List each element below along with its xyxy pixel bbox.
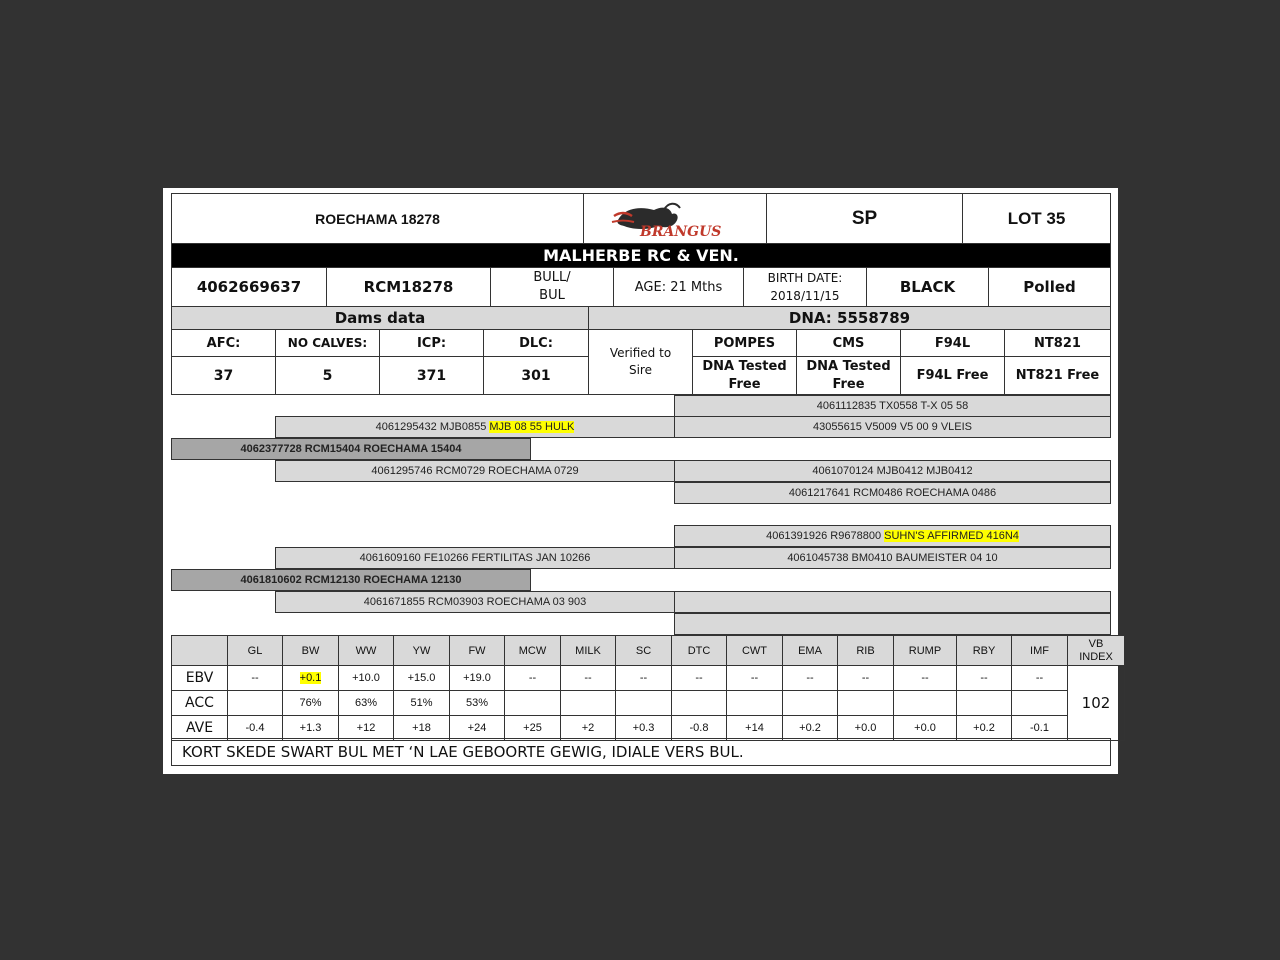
pompes-label: POMPES — [692, 329, 797, 357]
birth-date-value: 2018/11/15 — [770, 289, 840, 303]
pedigree-sire: 4062377728 RCM15404 ROECHAMA 15404 — [171, 438, 531, 460]
cms-result-line2: Free — [832, 376, 865, 392]
ebv-cell-acc-imf — [1011, 690, 1068, 716]
ebv-cell-acc-ww: 63% — [338, 690, 394, 716]
ebv-col-sc: SC — [615, 635, 672, 666]
sex-line2: BUL — [539, 288, 565, 303]
cms-label: CMS — [796, 329, 901, 357]
f94l-label: F94L — [900, 329, 1005, 357]
ebv-col-bw: BW — [282, 635, 339, 666]
pedigree-sire-sire — [275, 416, 675, 438]
pedigree-dam-dam-sire — [674, 591, 1111, 613]
dna-title: DNA: 5558789 — [588, 306, 1111, 330]
comment: KORT SKEDE SWART BUL MET ‘N LAE GEBOORTE GEWIG, IDIALE VERS BUL. — [171, 738, 1111, 766]
birth-date-label: BIRTH DATE: — [767, 271, 843, 285]
pedigree-dam-dam: 4061671855 RCM03903 ROECHAMA 03 903 — [275, 591, 675, 613]
pedigree-dam: 4061810602 RCM12130 ROECHAMA 12130 — [171, 569, 531, 591]
pedigree-sire-dam-sire: 4061070124 MJB0412 MJB0412 — [674, 460, 1111, 482]
ebv-cell-ebv-yw: +15.0 — [393, 665, 450, 691]
pedigree-dam-sire: 4061609160 FE10266 FERTILITAS JAN 10266 — [275, 547, 675, 569]
ebv-cell-ebv-gl: -- — [227, 665, 283, 691]
ebv-corner — [171, 635, 228, 666]
ebv-cell-acc-rib — [837, 690, 894, 716]
ebv-col-rib: RIB — [837, 635, 894, 666]
ebv-cell-ebv-bw — [282, 665, 339, 691]
birth-date — [743, 267, 867, 307]
pompes-result-line1: DNA Tested — [702, 358, 787, 374]
pedigree-sire-dam: 4061295746 RCM0729 ROECHAMA 0729 — [275, 460, 675, 482]
sire-sire-prefix: 4061295432 MJB0855 — [375, 421, 487, 433]
ebv-cell-ave-rib: +0.0 — [837, 715, 894, 741]
ebv-table — [171, 635, 1111, 739]
ebv-cell-ave-sc: +0.3 — [615, 715, 672, 741]
dlc-value: 301 — [483, 356, 589, 395]
ebv-cell-acc-cwt — [726, 690, 783, 716]
ebv-cell-acc-gl — [227, 690, 283, 716]
ebv-cell-ebv-mcw: -- — [504, 665, 561, 691]
ebv-col-fw: FW — [449, 635, 505, 666]
f94l-result: F94L Free — [900, 356, 1005, 395]
ebv-row-label-ave: AVE — [171, 715, 228, 741]
ebv-col-imf: IMF — [1011, 635, 1068, 666]
breed-code: SP — [766, 193, 963, 244]
pompes-result-line2: Free — [728, 376, 761, 392]
ebv-cell-ebv-rib: -- — [837, 665, 894, 691]
pedigree-dam-dam-dam — [674, 613, 1111, 635]
dlc-label: DLC: — [483, 329, 589, 357]
nt821-label: NT821 — [1004, 329, 1111, 357]
ebv-cell-ave-rby: +0.2 — [956, 715, 1012, 741]
icp-label: ICP: — [379, 329, 484, 357]
lot-number: LOT 35 — [962, 193, 1111, 244]
dam-sire-sire-highlight: SUHN'S AFFIRMED 416N4 — [884, 530, 1019, 542]
nt821-result: NT821 Free — [1004, 356, 1111, 395]
ebv-cell-ebv-milk: -- — [560, 665, 616, 691]
ebv-cell-acc-milk — [560, 690, 616, 716]
ebv-cell-ave-gl: -0.4 — [227, 715, 283, 741]
svg-text:BRANGUS: BRANGUS — [640, 223, 722, 240]
pedigree-sire-sire-dam: 43055615 V5009 V5 00 9 VLEIS — [674, 416, 1111, 438]
sex-line1: BULL/ — [533, 270, 571, 285]
registration-number: 4062669637 — [171, 267, 327, 307]
ebv-cell-acc-dtc — [671, 690, 727, 716]
ebv-cell-ave-yw: +18 — [393, 715, 450, 741]
no-calves-label: NO CALVES: — [275, 329, 380, 357]
icp-value: 371 — [379, 356, 484, 395]
pedigree-dam-sire-dam: 4061045738 BM0410 BAUMEISTER 04 10 — [674, 547, 1111, 569]
ebv-cell-ebv-ww: +10.0 — [338, 665, 394, 691]
ebv-cell-ave-ema: +0.2 — [782, 715, 838, 741]
sire-sire-highlight: MJB 08 55 HULK — [489, 421, 575, 433]
pompes-result — [692, 356, 797, 395]
vb-index-header — [1067, 635, 1125, 666]
ebv-cell-ave-fw: +24 — [449, 715, 505, 741]
ebv-cell-ebv-sc: -- — [615, 665, 672, 691]
ebv-col-gl: GL — [227, 635, 283, 666]
herd-id: RCM18278 — [326, 267, 491, 307]
ebv-cell-ave-imf: -0.1 — [1011, 715, 1068, 741]
ebv-cell-acc-yw: 51% — [393, 690, 450, 716]
bull-logo-icon — [610, 198, 740, 240]
sex — [490, 267, 614, 307]
ebv-cell-ave-milk: +2 — [560, 715, 616, 741]
ebv-cell-ave-rump: +0.0 — [893, 715, 957, 741]
ebv-col-mcw: MCW — [504, 635, 561, 666]
ebv-col-ema: EMA — [782, 635, 838, 666]
ebv-cell-ebv-rby: -- — [956, 665, 1012, 691]
ebv-col-cwt: CWT — [726, 635, 783, 666]
vb-index-line1: VB — [1088, 637, 1104, 650]
no-calves-value: 5 — [275, 356, 380, 395]
ebv-col-rump: RUMP — [893, 635, 957, 666]
cms-result — [796, 356, 901, 395]
ebv-cell-ebv-imf: -- — [1011, 665, 1068, 691]
ebv-cell-acc-rump — [893, 690, 957, 716]
ebv-cell-acc-ema — [782, 690, 838, 716]
vb-index-line2: INDEX — [1079, 650, 1113, 663]
cms-result-line1: DNA Tested — [806, 358, 891, 374]
color: BLACK — [866, 267, 989, 307]
ebv-col-dtc: DTC — [671, 635, 727, 666]
age: AGE: 21 Mths — [613, 267, 744, 307]
ebv-col-yw: YW — [393, 635, 450, 666]
ebv-row-label-acc: ACC — [171, 690, 228, 716]
ebv-cell-ebv-rump: -- — [893, 665, 957, 691]
brangus-logo — [583, 193, 767, 244]
bw-ebv-highlight: +0.1 — [299, 672, 322, 684]
pedigree-sire-dam-dam: 4061217641 RCM0486 ROECHAMA 0486 — [674, 482, 1111, 504]
verified-to-sire — [588, 329, 693, 395]
afc-value: 37 — [171, 356, 276, 395]
ebv-cell-acc-sc — [615, 690, 672, 716]
animal-name: ROECHAMA 18278 — [171, 193, 584, 244]
ebv-cell-ebv-ema: -- — [782, 665, 838, 691]
ebv-cell-ave-bw: +1.3 — [282, 715, 339, 741]
ebv-cell-ebv-dtc: -- — [671, 665, 727, 691]
ebv-row-label-ebv: EBV — [171, 665, 228, 691]
pedigree-sire-sire-sire: 4061112835 TX0558 T-X 05 58 — [674, 395, 1111, 417]
ebv-cell-ebv-cwt: -- — [726, 665, 783, 691]
breeder-name: MALHERBE RC & VEN. — [171, 243, 1111, 268]
dams-data-title: Dams data — [171, 306, 589, 330]
ebv-cell-ave-ww: +12 — [338, 715, 394, 741]
ebv-cell-acc-fw: 53% — [449, 690, 505, 716]
ebv-cell-ave-dtc: -0.8 — [671, 715, 727, 741]
ebv-col-ww: WW — [338, 635, 394, 666]
ebv-col-rby: RBY — [956, 635, 1012, 666]
ebv-cell-ebv-fw: +19.0 — [449, 665, 505, 691]
vb-index-value: 102 — [1067, 665, 1125, 741]
ebv-col-milk: MILK — [560, 635, 616, 666]
ebv-cell-acc-mcw — [504, 690, 561, 716]
dam-sire-sire-prefix: 4061391926 R9678800 — [766, 530, 882, 542]
verified-line2: Sire — [628, 363, 652, 377]
lot-card — [163, 188, 1118, 774]
horn-status: Polled — [988, 267, 1111, 307]
ebv-cell-ave-cwt: +14 — [726, 715, 783, 741]
ebv-cell-acc-bw: 76% — [282, 690, 339, 716]
afc-label: AFC: — [171, 329, 276, 357]
ebv-cell-acc-rby — [956, 690, 1012, 716]
ebv-cell-ave-mcw: +25 — [504, 715, 561, 741]
verified-line1: Verified to — [609, 346, 672, 360]
pedigree-dam-sire-sire — [674, 525, 1111, 547]
